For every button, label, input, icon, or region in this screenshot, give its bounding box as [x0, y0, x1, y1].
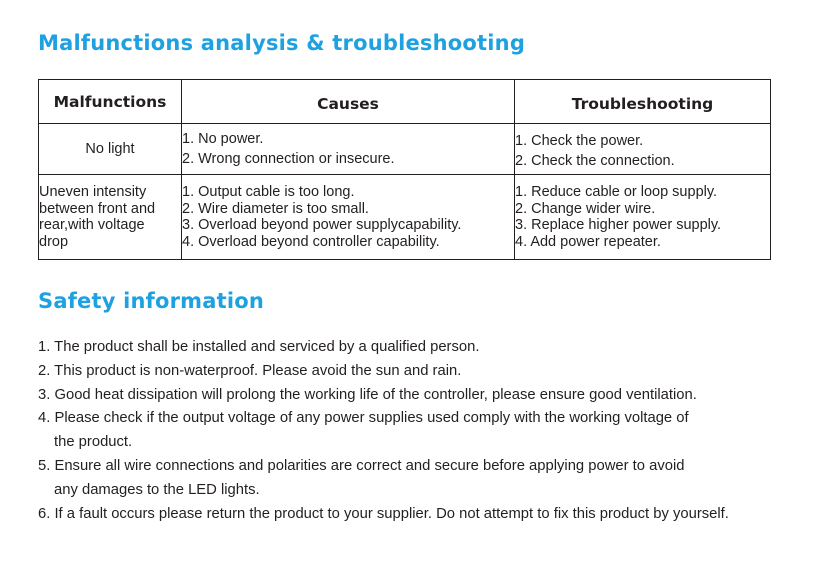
- malfunctions-table: [38, 79, 771, 260]
- safety-item: [38, 503, 808, 527]
- header-malfunctions: Malfunctions: [39, 80, 182, 124]
- troubleshooting-cell: [515, 175, 771, 260]
- troubleshooting-item: 3. Replace higher power supply.: [515, 217, 722, 233]
- cause-item: 1. Output cable is too long.: [182, 184, 355, 200]
- causes-cell: [182, 175, 515, 260]
- malfunction-line: drop: [39, 233, 69, 250]
- cause-item: 4. Overload beyond controller capability.: [182, 233, 440, 250]
- cause-item: 3. Overload beyond power supplycapability.: [182, 217, 462, 233]
- malfunction-line: between front and: [39, 200, 156, 217]
- safety-item-text: 4. Please check if the output voltage of any power supplies used comply with the working voltage of: [38, 410, 689, 427]
- troubleshooting-item: 1. Reduce cable or loop supply.: [515, 184, 718, 200]
- malfunction-cell: [39, 124, 182, 175]
- cause-item: 1. No power.: [182, 131, 264, 147]
- cause-item: 2. Wrong connection or insecure.: [182, 151, 395, 167]
- safety-item-continuation: the product.: [54, 434, 133, 451]
- malfunction-line: rear,with voltage: [39, 217, 145, 233]
- malfunctions-heading: Malfunctions analysis & troubleshooting: [38, 31, 526, 55]
- safety-item: [38, 407, 808, 455]
- table-row: [39, 124, 771, 175]
- safety-item: [38, 336, 808, 360]
- safety-item: [38, 360, 808, 384]
- malfunction-line: No light: [85, 141, 135, 157]
- safety-item-continuation: any damages to the LED lights.: [54, 481, 260, 498]
- causes-cell: [182, 124, 515, 175]
- safety-item-text: 6. If a fault occurs please return the product to your supplier. Do not attempt to fix this product by yourself.: [38, 505, 729, 522]
- safety-item: [38, 384, 808, 408]
- troubleshooting-item: 4. Add power repeater.: [515, 233, 661, 250]
- table-header-row: [39, 80, 771, 124]
- safety-item-text: 2. This product is non-waterproof. Please avoid the sun and rain.: [38, 362, 462, 379]
- safety-item: [38, 455, 808, 503]
- malfunction-cell: [39, 175, 182, 260]
- troubleshooting-item: 2. Check the connection.: [515, 152, 675, 169]
- safety-heading: Safety information: [38, 289, 265, 313]
- malfunction-line: Uneven intensity: [39, 184, 147, 200]
- troubleshooting-item: 2. Change wider wire.: [515, 200, 656, 217]
- header-causes: Causes: [182, 80, 515, 124]
- troubleshooting-cell: [515, 124, 771, 175]
- safety-item-text: 3. Good heat dissipation will prolong the working life of the controller, please ensure good ventilation.: [38, 386, 697, 403]
- cause-item: 2. Wire diameter is too small.: [182, 200, 369, 217]
- safety-item-text: 5. Ensure all wire connections and polarities are correct and secure before applying power to avoid: [38, 457, 685, 474]
- troubleshooting-item: 1. Check the power.: [515, 132, 644, 149]
- safety-item-text: 1. The product shall be installed and serviced by a qualified person.: [38, 339, 480, 355]
- header-troubleshooting: Troubleshooting: [515, 80, 771, 124]
- safety-list: [38, 336, 808, 526]
- table-row: [39, 175, 771, 260]
